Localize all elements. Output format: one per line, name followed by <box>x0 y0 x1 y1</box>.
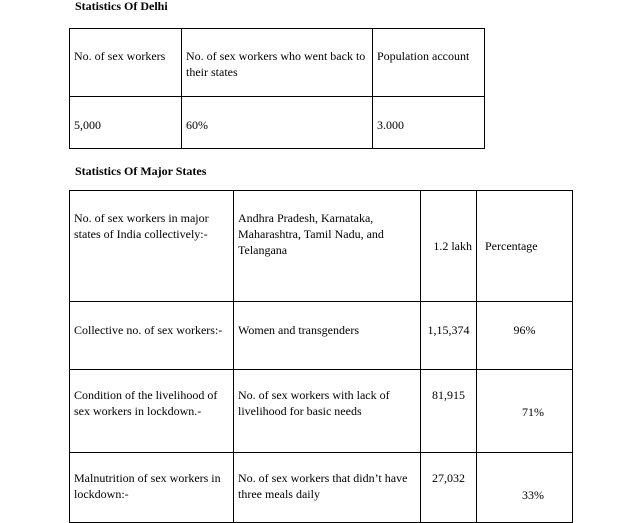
row-percent-cell: Percentage <box>477 191 573 302</box>
table-row <box>70 370 573 453</box>
row-label-cell: Collective no. of sex workers:- <box>70 302 234 370</box>
value-cell-went-back: 60% <box>182 97 373 149</box>
table-row <box>70 97 485 149</box>
header-cell-population-account: Population account <box>373 29 485 97</box>
row-count-cell: 1.2 lakh <box>421 191 477 302</box>
row-label-cell: Malnutrition of sex workers in lockdown:- <box>70 453 234 523</box>
row-detail-cell: No. of sex workers that didn’t have three meals daily <box>234 453 421 523</box>
delhi-statistics-heading: Statistics Of Delhi <box>75 0 168 13</box>
row-percent-cell: 33% <box>477 453 573 523</box>
row-detail-cell: Andhra Pradesh, Karnataka, Maharashtra, Tamil Nadu, and Telangana <box>234 191 421 302</box>
row-detail-cell: Women and transgenders <box>234 302 421 370</box>
value-cell-population-account: 3.000 <box>373 97 485 149</box>
row-count-cell: 27,032 <box>421 453 477 523</box>
row-percent-cell: 71% <box>477 370 573 453</box>
row-detail-cell: No. of sex workers with lack of livelihood for basic needs <box>234 370 421 453</box>
row-percent-cell: 96% <box>477 302 573 370</box>
row-count-cell: 81,915 <box>421 370 477 453</box>
header-cell-sex-workers: No. of sex workers <box>70 29 182 97</box>
delhi-statistics-table <box>69 28 485 149</box>
table-row <box>70 302 573 370</box>
header-cell-went-back: No. of sex workers who went back to their states <box>182 29 373 97</box>
value-cell-sex-workers: 5,000 <box>70 97 182 149</box>
major-states-table <box>69 190 573 523</box>
row-label-cell: No. of sex workers in major states of India collectively:- <box>70 191 234 302</box>
row-count-cell: 1,15,374 <box>421 302 477 370</box>
table-row <box>70 191 573 302</box>
row-label-cell: Condition of the livelihood of sex workers in lockdown.- <box>70 370 234 453</box>
major-states-heading: Statistics Of Major States <box>75 164 207 178</box>
table-row <box>70 453 573 523</box>
table-header-row <box>70 29 485 97</box>
